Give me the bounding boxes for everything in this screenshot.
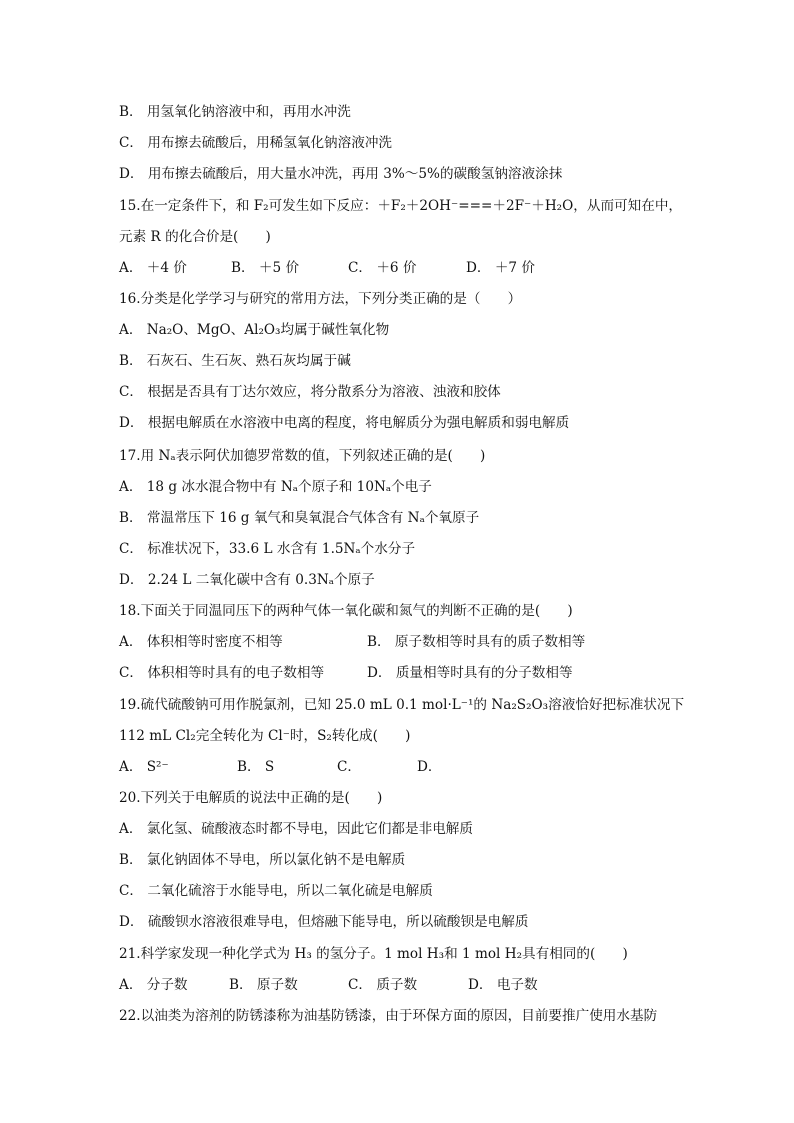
question-17: 17.用 Nₐ表示阿伏加德罗常数的值，下列叙述正确的是( ) <box>119 448 486 464</box>
question-19: 19.硫代硫酸钠可用作脱氯剂，已知 25.0 mL 0.1 mol·L⁻¹的 Na₂S₂O₃溶液恰好把标准状况下 <box>119 697 685 713</box>
question-15-cont: 元素 R 的化合价是( ) <box>119 229 271 245</box>
option-b: B． 原子数相等时具有的质子数相等 <box>367 634 586 650</box>
question-19-cont: 112 mL Cl₂完全转化为 Cl⁻时，S₂转化成( ) <box>119 728 411 744</box>
option-line: A． 18 g 冰水混合物中有 Nₐ个原子和 10Nₐ个电子 <box>119 479 432 495</box>
option-d: D． ＋7 价 <box>466 260 535 276</box>
option-c: C． ＋6 价 <box>348 260 417 276</box>
option-line: B． 用氢氧化钠溶液中和，再用水冲洗 <box>119 104 351 120</box>
option-c: C． <box>337 759 361 775</box>
option-d: D． <box>417 759 442 775</box>
option-line: B． 石灰石、生石灰、熟石灰均属于碱 <box>119 353 351 369</box>
option-d: D． 电子数 <box>468 977 538 993</box>
option-line: B． 常温常压下 16 g 氧气和臭氧混合气体含有 Nₐ个氧原子 <box>119 510 480 526</box>
option-line: C． 标准状况下，33.6 L 水含有 1.5Nₐ个水分子 <box>119 541 416 557</box>
option-line: D． 用布擦去硫酸后，用大量水冲洗，再用 3%～5%的碳酸氢钠溶液涂抹 <box>119 166 563 182</box>
option-line: C． 二氧化硫溶于水能导电，所以二氧化硫是电解质 <box>119 883 433 899</box>
option-line: C． 用布擦去硫酸后，用稀氢氧化钠溶液冲洗 <box>119 135 393 151</box>
option-b: B． ＋5 价 <box>231 260 300 276</box>
question-15: 15.在一定条件下，和 F₂可发生如下反应：＋F₂＋2OH⁻===＋2F⁻＋H₂O，从而可知在中， <box>119 198 683 214</box>
option-line: C． 根据是否具有丁达尔效应，将分散系分为溶液、浊液和胶体 <box>119 384 501 400</box>
option-c: C． 质子数 <box>348 977 418 993</box>
option-a: A． ＋4 价 <box>119 260 187 276</box>
option-c: C． 体积相等时具有的电子数相等 <box>119 665 325 681</box>
option-b: B． 原子数 <box>229 977 298 993</box>
option-b: B． S <box>237 759 275 775</box>
option-line: A． 氯化氢、硫酸液态时都不导电，因此它们都是非电解质 <box>119 821 473 837</box>
option-line: D． 硫酸钡水溶液很难导电，但熔融下能导电，所以硫酸钡是电解质 <box>119 914 529 930</box>
option-line: D． 根据电解质在水溶液中电离的程度，将电解质分为强电解质和弱电解质 <box>119 415 570 431</box>
option-line: D． 2.24 L 二氧化碳中含有 0.3Nₐ个原子 <box>119 572 375 588</box>
option-a: A． 分子数 <box>119 977 188 993</box>
question-16: 16.分类是化学学习与研究的常用方法，下列分类正确的是（ ） <box>119 291 522 307</box>
option-line: A． Na₂O、MgO、Al₂O₃均属于碱性氧化物 <box>119 322 390 338</box>
question-20: 20.下列关于电解质的说法中正确的是( ) <box>119 790 383 806</box>
option-a: A． S²⁻ <box>119 759 169 775</box>
option-line: B． 氯化钠固体不导电，所以氯化钠不是电解质 <box>119 852 406 868</box>
option-d: D． 质量相等时具有的分子数相等 <box>367 665 573 681</box>
option-a: A． 体积相等时密度不相等 <box>119 634 283 650</box>
question-18: 18.下面关于同温同压下的两种气体一氧化碳和氮气的判断不正确的是( ) <box>119 603 573 619</box>
question-21: 21.科学家发现一种化学式为 H₃ 的氢分子。1 mol H₃和 1 mol H₂具有相同的( ) <box>119 946 628 962</box>
question-22: 22.以油类为溶剂的防锈漆称为油基防锈漆，由于环保方面的原因，目前要推广使用水基防 <box>119 1008 658 1024</box>
